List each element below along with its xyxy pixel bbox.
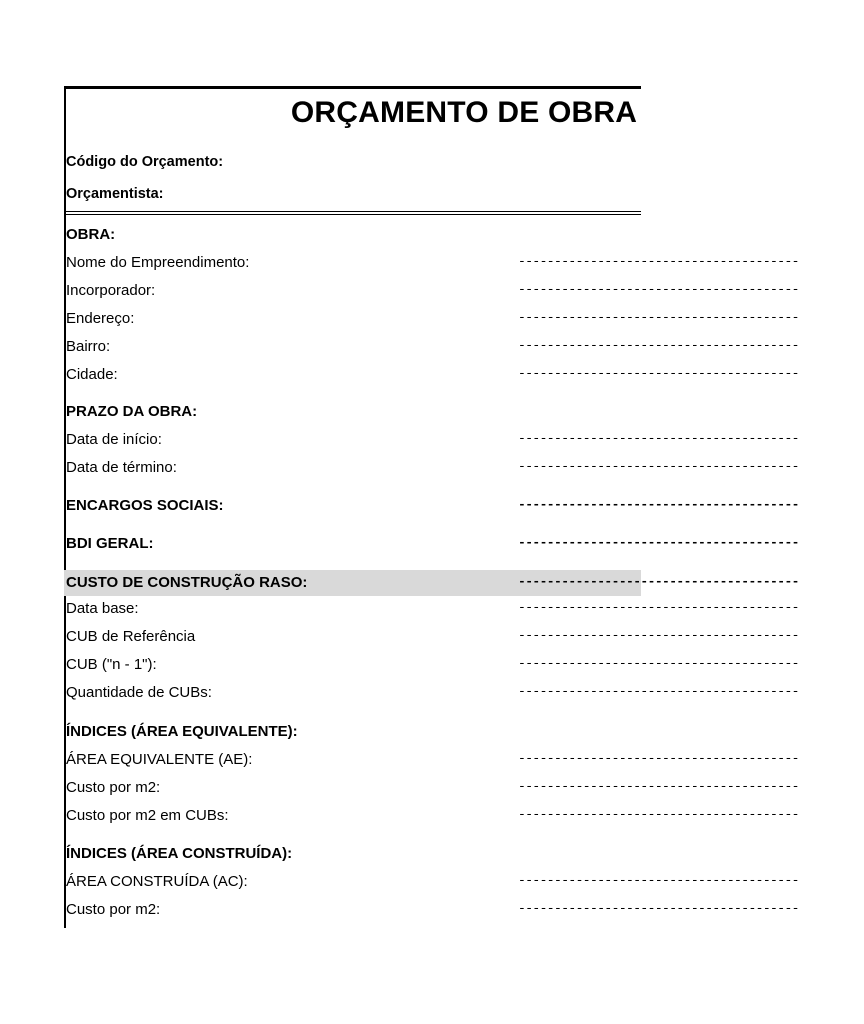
field-row [64, 803, 799, 829]
field-label: Endereço: [66, 310, 135, 327]
field-label: Custo por m2: [66, 901, 161, 918]
field-row [64, 493, 799, 519]
field-label: ÁREA CONSTRUÍDA (AC): [66, 873, 248, 890]
value-placeholder: --------------------------------------- [518, 807, 799, 822]
value-placeholder: --------------------------------------- [518, 656, 799, 671]
field-label: ÁREA EQUIVALENTE (AE): [66, 751, 253, 768]
field-row [64, 278, 799, 304]
value-placeholder: --------------------------------------- [518, 282, 799, 297]
field-row [64, 747, 799, 773]
section-heading: PRAZO DA OBRA: [66, 403, 198, 420]
field-row [64, 624, 799, 650]
field-label: Quantidade de CUBs: [66, 684, 212, 701]
field-row [64, 222, 641, 248]
field-row [64, 570, 799, 596]
value-placeholder: --------------------------------------- [518, 684, 799, 699]
field-label: CUB de Referência [66, 628, 196, 645]
field-label: Custo por m2: [66, 779, 161, 796]
section-heading: ENCARGOS SOCIAIS: [66, 497, 224, 514]
value-placeholder: --------------------------------------- [518, 751, 799, 766]
field-row [64, 427, 799, 453]
field-label: Data de início: [66, 431, 162, 448]
value-placeholder: --------------------------------------- [518, 779, 799, 794]
field-row [64, 362, 799, 388]
field-label: Cidade: [66, 366, 118, 383]
page-title: ORÇAMENTO DE OBRA [290, 96, 638, 129]
value-placeholder: --------------------------------------- [518, 497, 799, 512]
budget-code-label: Código do Orçamento: [66, 154, 224, 170]
section-heading: ÍNDICES (ÁREA CONSTRUÍDA): [66, 845, 293, 862]
field-row [64, 531, 799, 557]
value-placeholder: --------------------------------------- [518, 574, 799, 589]
value-placeholder: --------------------------------------- [518, 310, 799, 325]
field-label: Data base: [66, 600, 139, 617]
field-label: Data de término: [66, 459, 177, 476]
value-placeholder: --------------------------------------- [518, 254, 799, 269]
section-heading: ÍNDICES (ÁREA EQUIVALENTE): [66, 723, 298, 740]
field-label: CUB ("n - 1"): [66, 656, 157, 673]
value-placeholder: --------------------------------------- [518, 600, 799, 615]
field-label: Nome do Empreendimento: [66, 254, 250, 271]
estimator-label: Orçamentista: [66, 186, 164, 202]
field-row [64, 455, 799, 481]
value-placeholder: --------------------------------------- [518, 873, 799, 888]
section-heading: OBRA: [66, 226, 116, 243]
field-row [64, 306, 799, 332]
field-label: Incorporador: [66, 282, 156, 299]
double-divider [66, 211, 641, 215]
field-row [64, 399, 641, 425]
section-heading: BDI GERAL: [66, 535, 154, 552]
field-row [64, 596, 799, 622]
field-row [64, 869, 799, 895]
sheet-top-border [64, 86, 641, 89]
value-placeholder: --------------------------------------- [518, 535, 799, 550]
field-row [64, 719, 641, 745]
budget-sheet [64, 86, 799, 928]
field-label: Bairro: [66, 338, 111, 355]
value-placeholder: --------------------------------------- [518, 901, 799, 916]
field-row [64, 652, 799, 678]
value-placeholder: --------------------------------------- [518, 459, 799, 474]
field-row [64, 841, 641, 867]
section-heading: CUSTO DE CONSTRUÇÃO RASO: [66, 574, 308, 591]
value-placeholder: --------------------------------------- [518, 338, 799, 353]
field-row [64, 897, 799, 923]
field-row [64, 680, 799, 706]
field-row [64, 334, 799, 360]
value-placeholder: --------------------------------------- [518, 628, 799, 643]
field-label: Custo por m2 em CUBs: [66, 807, 229, 824]
field-row [64, 775, 799, 801]
value-placeholder: --------------------------------------- [518, 366, 799, 381]
field-row [64, 250, 799, 276]
value-placeholder: --------------------------------------- [518, 431, 799, 446]
